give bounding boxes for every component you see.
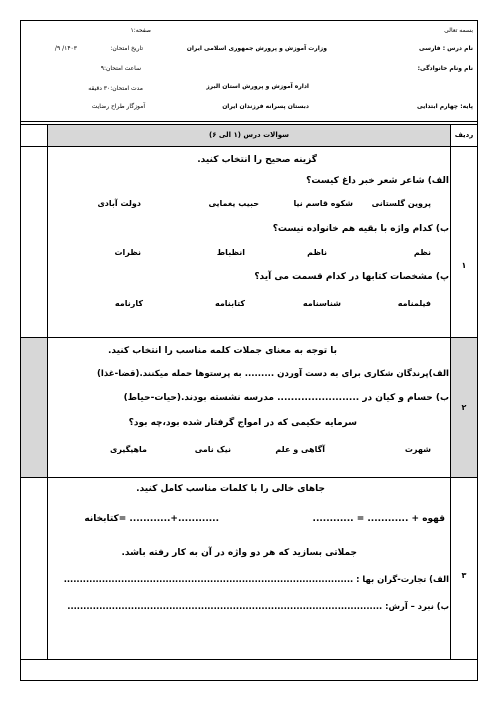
equation-left: ............+............ =کتابخانه [84,514,219,524]
section3-instruction: جاهای خالی را با کلمات مناسب کامل کنید. [136,484,325,494]
option: حبیب یغمایی [208,199,259,208]
question-2b: ب) حسام و کیان در ........................ مدرسه نشسته بودند.(حیات-حیاط) [123,393,449,403]
equation-right: قهوه + ............ = ............ [312,514,445,524]
ministry-title: وزارت آموزش و پرورش جمهوری اسلامی ایران [186,45,327,52]
option: فیلمنامه [397,299,431,308]
exam-sheet [20,20,478,681]
teacher-label: آموزگار طراح رضایت [91,103,145,110]
grid-line [21,146,477,147]
exam-time: ساعت امتحان:۹ [100,65,141,72]
row-number: ۲ [461,403,467,412]
question-3a: الف) تجارت-گران بها : ........................................................................................... [63,574,449,584]
score-cell-shade [21,337,48,477]
question-2a: الف)پرندگان شکاری برای به دست آوردن ......... به پرستوها حمله میکنند.(قضا-غذا) [96,369,449,379]
option: کتابنامه [215,299,245,308]
question-1b: ب) کدام واژه با بقیه هم خانواده نیست؟ [272,224,449,234]
exam-date-label: تاریخ امتحان: [110,45,143,52]
grid-line [47,124,48,659]
exam-duration: مدت امتحان:۳۰ دقیقه [88,85,143,92]
row-column-header: ردیف [454,131,474,139]
option: آگاهی و علم [275,445,325,454]
option: شهرت [404,445,431,454]
option: نیک نامی [194,445,231,454]
exam-header [21,21,477,121]
question-1c: پ) مشخصات کتابها در کدام قسمت می آید؟ [254,272,449,282]
option: شناسنامه [302,299,341,308]
section3-instruction-2: جملاتی بسازید که هر دو واژه در آن به کار رفته باشد. [121,548,357,558]
basmala: بسمه تعالی [444,27,473,34]
grid-line [21,659,477,660]
option: دولت آبادی [97,199,141,208]
questions-column-header: سوالات درس (۱ الی ۶) [208,131,290,139]
section2-instruction: با توجه به معنای جملات کلمه مناسب را انتخاب کنید. [107,346,337,356]
option: نظرات [114,248,141,257]
school-title: دبستان پسرانه فرزندان ایران [222,103,309,110]
row-number: ۳ [461,571,467,580]
header-divider [21,121,477,122]
option: ماهیگیری [110,445,147,454]
option: انظباط [216,248,245,257]
subject-label: نام درس : فارسی [419,45,473,52]
grid-line [21,477,477,478]
exam-date-value: ۱۴۰۳/ ۹/ [54,45,77,52]
option: نظم [413,248,431,257]
page-number: صفحه:۱ [130,27,151,34]
option: پروین گلستانی [371,199,431,208]
grid-line [21,337,477,338]
question-1a: الف) شاعر شعر خبر داغ کیست؟ [306,176,449,186]
student-name-label: نام ونام خانوادگی: [417,65,473,72]
department-title: اداره آموزش و پرورش استان البرز [206,83,309,90]
section1-instruction: گزینه صحیح را انتخاب کنید. [197,155,317,165]
option: ناظم [307,248,327,257]
grade-label: پایه: چهارم ابتدایی [417,103,473,110]
question-2c: سرمایه حکیمی که در امواج گرفتار شده بود،چه بود؟ [128,418,357,428]
option: شکوه قاسم نیا [293,199,353,208]
question-3b: ب) نبرد – آرش: ................................................................................................... [67,601,449,611]
row-number: ۱ [461,261,467,270]
option: کارنامه [114,299,143,308]
